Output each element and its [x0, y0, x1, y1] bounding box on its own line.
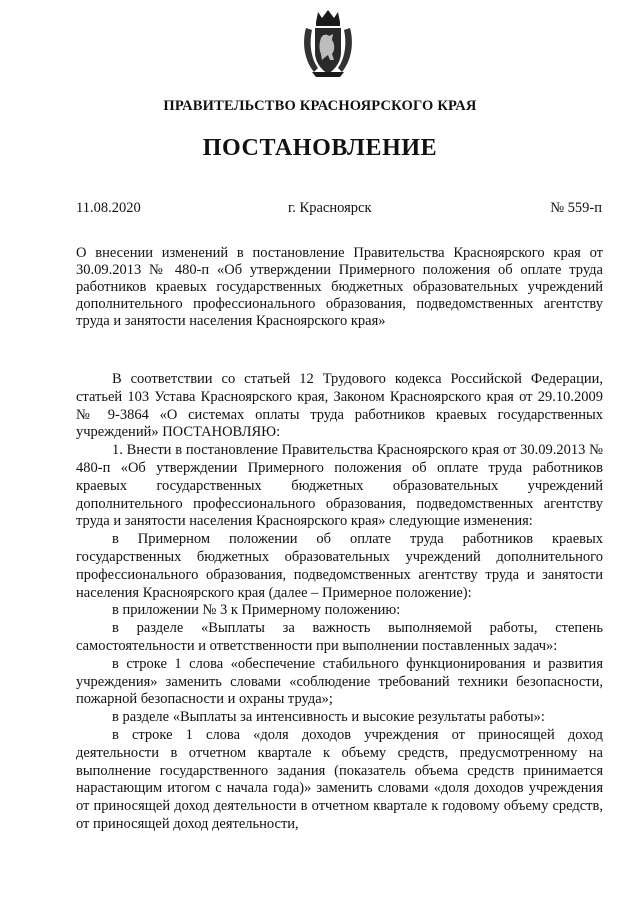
- body-paragraph: в строке 1 слова «доля доходов учреждения от приносящей доход деятельности в отчетном квартале к объему средств, предусмотренному на выполнение государственного задания (показатель объема средств принимается нарастающим итогом с начала года)» заменить словами «доля доходов учреждения от приносящей доход деятельности в отчетном квартале к годовому объему средств, от приносящей доход деятельности,: [76, 726, 603, 832]
- government-name: ПРАВИТЕЛЬСТВО КРАСНОЯРСКОГО КРАЯ: [163, 98, 477, 114]
- document-type-title: ПОСТАНОВЛЕНИЕ: [202, 135, 438, 161]
- body-paragraph: в Примерном положении об оплате труда работников краевых государственных бюджетных образовательных учреждений дополнительного профессионального образования, подведомственных агентству труда и занятости населения Красноярского края (далее – Примерное положение):: [76, 531, 603, 601]
- document-number: № 559-п: [550, 200, 602, 216]
- body-paragraph: В соответствии со статьей 12 Трудового кодекса Российской Федерации, статьей 103 Устава Красноярского края, Законом Красноярского края от 29.10.2009 № 9-3864 «О системах оплаты труда работников краевых государственных учреждений» ПОСТАНОВЛЯЮ:: [76, 371, 603, 441]
- coat-of-arms-icon: [302, 8, 354, 80]
- body-paragraph: в разделе «Выплаты за интенсивность и высокие результаты работы»:: [112, 709, 545, 726]
- document-body: [76, 371, 603, 834]
- body-paragraph: 1. Внести в постановление Правительства Красноярского края от 30.09.2013 № 480-п «Об утверждении Примерного положения об оплате труда работников краевых государственных бюджетных образовательных учреждений дополнительного профессионального образования, подведомственных агентству труда и занятости населения Красноярского края» следующие изменения:: [76, 442, 603, 530]
- document-subject: О внесении изменений в постановление Правительства Красноярского края от 30.09.2013 № 480-п «Об утверждении Примерного положения об оплате труда работников краевых государственных бюджетных образовательных учреждений дополнительного профессионального образования, подведомственных агентству труда и занятости населения Красноярского края»: [76, 245, 603, 329]
- body-paragraph: в строке 1 слова «обеспечение стабильного функционирования и развития учреждения» заменить словами «соблюдение требований техники безопасности, пожарной безопасности и охраны труда»;: [76, 655, 603, 708]
- body-paragraph: в разделе «Выплаты за важность выполняемой работы, степень самостоятельности и ответственности при выполнении поставленных задач»:: [76, 620, 603, 654]
- body-paragraph: в приложении № 3 к Примерному положению:: [112, 602, 401, 619]
- document-city: г. Красноярск: [288, 200, 372, 216]
- document-date: 11.08.2020: [76, 200, 141, 216]
